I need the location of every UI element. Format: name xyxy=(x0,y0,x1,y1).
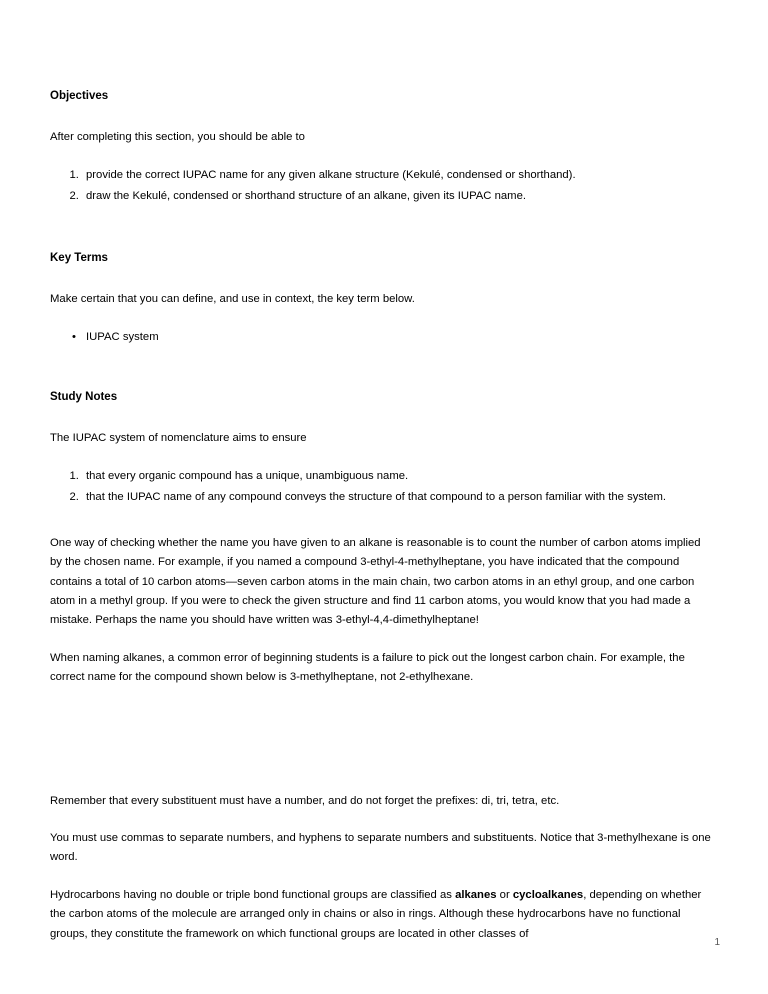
study-notes-list xyxy=(50,467,711,508)
spacer xyxy=(50,208,711,250)
closing-paragraph xyxy=(50,886,711,944)
body-paragraph-2: When naming alkanes, a common error of beginning students is a failure to pick out the longest carbon chain. For example, the correct name for the compound shown below is 3-methylheptane, not 2-ethylhexane. xyxy=(50,651,685,684)
spacer xyxy=(50,104,711,128)
structure-figure-placeholder xyxy=(50,688,711,792)
list-item: • IUPAC system xyxy=(86,328,711,347)
body-paragraph-4: You must use commas to separate numbers, and hyphens to separate numbers and substituents. Notice that 3-methylhexane is one word. xyxy=(50,832,711,864)
closing-text-part-3: , depending on whether the carbon atoms of the molecule are arranged only in chains or also in rings. Although these hydrocarbons have no functional groups, they constitute the framework on which functional groups are located in other classes of xyxy=(50,888,702,940)
spacer xyxy=(50,811,711,829)
closing-text-part-2: or xyxy=(496,888,513,901)
body-paragraph-1: One way of checking whether the name you have given to an alkane is reasonable is to count the number of carbon atoms implied by the chosen name. For example, if you named a compound 3-ethyl-4-methylheptane, you have indicated that the compound contains a total of 10 carbon atoms—seven carbon atoms in the main chain, two carbon atoms in an ethyl group, and one carbon atom in a methyl group. If you were to check the given structure and find 11 carbon atoms, you would know that you had made a mistake. Perhaps the name you should have written was 3-ethyl-4,4-dimethylheptane! xyxy=(50,536,701,627)
spacer xyxy=(50,310,711,328)
term-alkanes: alkanes xyxy=(455,888,497,901)
study-notes-heading: Study Notes xyxy=(50,391,118,404)
spacer xyxy=(50,510,711,534)
spacer xyxy=(50,449,711,467)
term-cycloalkanes: cycloalkanes xyxy=(512,888,584,901)
body-paragraph-3: Remember that every substituent must have a number, and do not forget the prefixes: di, tri, tetra, etc. xyxy=(50,794,560,807)
study-notes-intro: The IUPAC system of nomenclature aims to ensure xyxy=(50,432,307,445)
key-terms-heading: Key Terms xyxy=(50,252,108,265)
objectives-list xyxy=(50,166,711,207)
list-item: 1. provide the correct IUPAC name for any given alkane structure (Kekulé, condensed or shorthand). xyxy=(82,166,711,185)
spacer xyxy=(50,347,711,389)
objectives-intro: After completing this section, you should be able to xyxy=(50,131,305,144)
spacer xyxy=(50,148,711,166)
objectives-heading: Objectives xyxy=(50,90,109,102)
closing-text-part-1: Hydrocarbons having no double or triple bond functional groups are classified as xyxy=(50,888,456,901)
key-terms-intro: Make certain that you can define, and use in context, the key term below. xyxy=(50,293,415,306)
list-item: 1. that every organic compound has a unique, unambiguous name. xyxy=(82,467,711,486)
page-number: 1 xyxy=(714,937,720,948)
list-item: 2. that the IUPAC name of any compound conveys the structure of that compound to a person familiar with the system. xyxy=(82,488,711,507)
key-terms-list xyxy=(50,328,711,347)
list-item: 2. draw the Kekulé, condensed or shorthand structure of an alkane, given its IUPAC name. xyxy=(82,187,711,206)
spacer xyxy=(50,868,711,886)
spacer xyxy=(50,266,711,290)
spacer xyxy=(50,631,711,649)
spacer xyxy=(50,405,711,429)
